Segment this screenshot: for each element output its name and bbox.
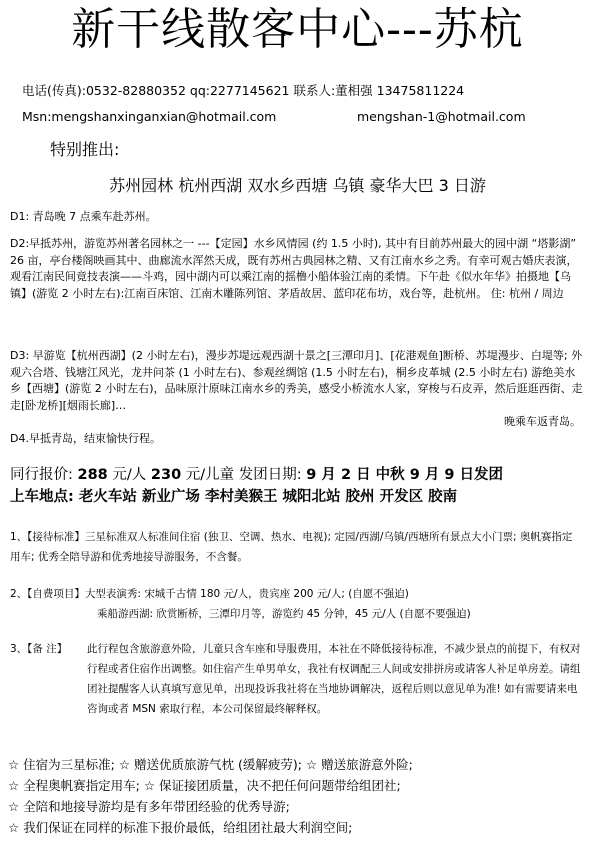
itinerary-day-4: D4.早抵青岛，结束愉快行程。: [10, 432, 161, 445]
boarding-locations: 上车地点: 老火车站 新业广场 李村美猴王 城阳北站 胶州 开发区 胶南: [10, 489, 458, 505]
section-1-text: 三星标准双人标准间住宿 (独卫、空调、热水、电视); 定园/西湖/乌镇/西塘所有景点大小门票; 奥帆赛指定用车; 优秀全陪导游和优秀地接导游服务，不含餐。: [10, 531, 573, 563]
msn-address: Msn:mengshanxinganxian@hotmail.com: [22, 109, 277, 124]
departure-dates: 9 月 2 日 中秋 9 月 9 日发团: [306, 467, 504, 483]
section-2-row-2: 乘船游西湖: 欣赏断桥，三潭印月等，游览约 45 分钟，45 元/人 (自愿不要强迫): [97, 608, 471, 620]
email-address: mengshan-1@hotmail.com: [357, 109, 526, 124]
page-title: 新干线散客中心---苏杭: [71, 4, 524, 55]
section-1-heading: 1、【接待标准】: [10, 531, 85, 543]
bullet-item: ☆ 全程奥帆赛指定用车; ☆ 保证接团质量，决不把任何问题带给组团社;: [8, 778, 401, 793]
section-2-heading: 2、【自费项目】: [10, 588, 85, 600]
tour-headline: 苏州园林 杭州西湖 双水乡西塘 乌镇 豪华大巴 3 日游: [109, 176, 486, 195]
contact-msn-line: [22, 109, 526, 125]
itinerary-day-3-return: 晚乘车返青岛。: [504, 415, 581, 428]
itinerary-day-3: [10, 348, 585, 431]
section-optional-expenses: [10, 584, 585, 624]
feature-bullets: [8, 754, 588, 838]
section-remarks: [10, 639, 585, 719]
section-3-text: 此行程包含旅游意外险，儿童只含车座和导服费用，本社在不降低接待标准，不减少景点的前提下，有权对行程或者住宿作出调整。如住宿产生单男单女，我社有权调配三人间或安排拼房或请客人补足单房差。请组团社提醒客人认真填写意见单，出现投诉我社将在当地协调解决，返程后则以意见单为准! 如有需要请来电咨询或者 MSN 索取行程，本公司保留最终解释权。: [87, 643, 581, 715]
section-2-row-1: 大型表演秀: 宋城千古情 180 元/人，贵宾座 200 元/人; (自愿不强迫): [84, 588, 409, 600]
child-price: 230: [150, 467, 182, 483]
bullet-item: ☆ 全陪和地接导游均是有多年带团经验的优秀导游;: [8, 799, 290, 814]
bullet-item: ☆ 我们保证在同样的标准下报价最低，给组团社最大利润空间;: [8, 820, 353, 835]
itinerary-day-1: D1: 青岛晚 7 点乘车赴苏州。: [10, 210, 157, 223]
adult-price: 288: [77, 467, 108, 483]
adult-unit: 元/人: [107, 467, 151, 483]
contact-phone-line: 电话(传真):0532-82880352 qq:2277145621 联系人:董相强 13475811224: [22, 83, 465, 98]
pricing-line: [10, 465, 503, 485]
child-unit: 元/儿童 发团日期:: [181, 467, 307, 483]
section-reception-standard: [10, 527, 580, 567]
itinerary-day-3-text: D3: 早游览【杭州西湖】(2 小时左右)，漫步苏堤远观西湖十景之[三潭印月]、[花港观鱼]断桥、苏堤漫步、白堤等; 外观六合塔、钱塘江风光，龙井问茶 (1 小时左右)、参观丝绸馆 (1.5 小时左右)，桐乡皮革城 (2.5 小时左右) 游绝美水乡【西塘】(游览 2 小时左右)，品味原汁原味江南水乡的秀美，感受小桥流水人家，穿梭与石皮弄，然后逛逛西街、走走[卧龙桥][烟雨长廊]…: [10, 349, 583, 412]
pricing-label: 同行报价:: [10, 467, 78, 483]
bullet-item: ☆ 住宿为三星标准; ☆ 赠送优质旅游气枕 (缓解疲劳); ☆ 赠送旅游意外险;: [8, 757, 413, 772]
special-offer-heading: 特别推出:: [50, 140, 120, 159]
itinerary-day-2: D2:早抵苏州，游览苏州著名园林之一 ---【定园】水乡风情园 (约 1.5 小时), 其中有目前苏州最大的园中湖 “塔影湖” 26 亩，亭台楼阁映画其中、曲廊流水浑然天成，既有苏州古典园林之精、又有江南水乡之秀。有幸可观古婚庆表演，观看江南民间竟技表演——斗鸡，园中湖内可以乘江南的摇橹小船体验江南的柔情。下午赴《似水年华》拍摄地【乌镇】(游览 2 小时左右):江南百床馆、江南木雕陈列馆、茅盾故居、蓝印花布坊，戏台等，赴杭州。 住: 杭州 / 周边: [10, 237, 578, 300]
section-3-heading: 3、【备 注】: [10, 643, 68, 655]
